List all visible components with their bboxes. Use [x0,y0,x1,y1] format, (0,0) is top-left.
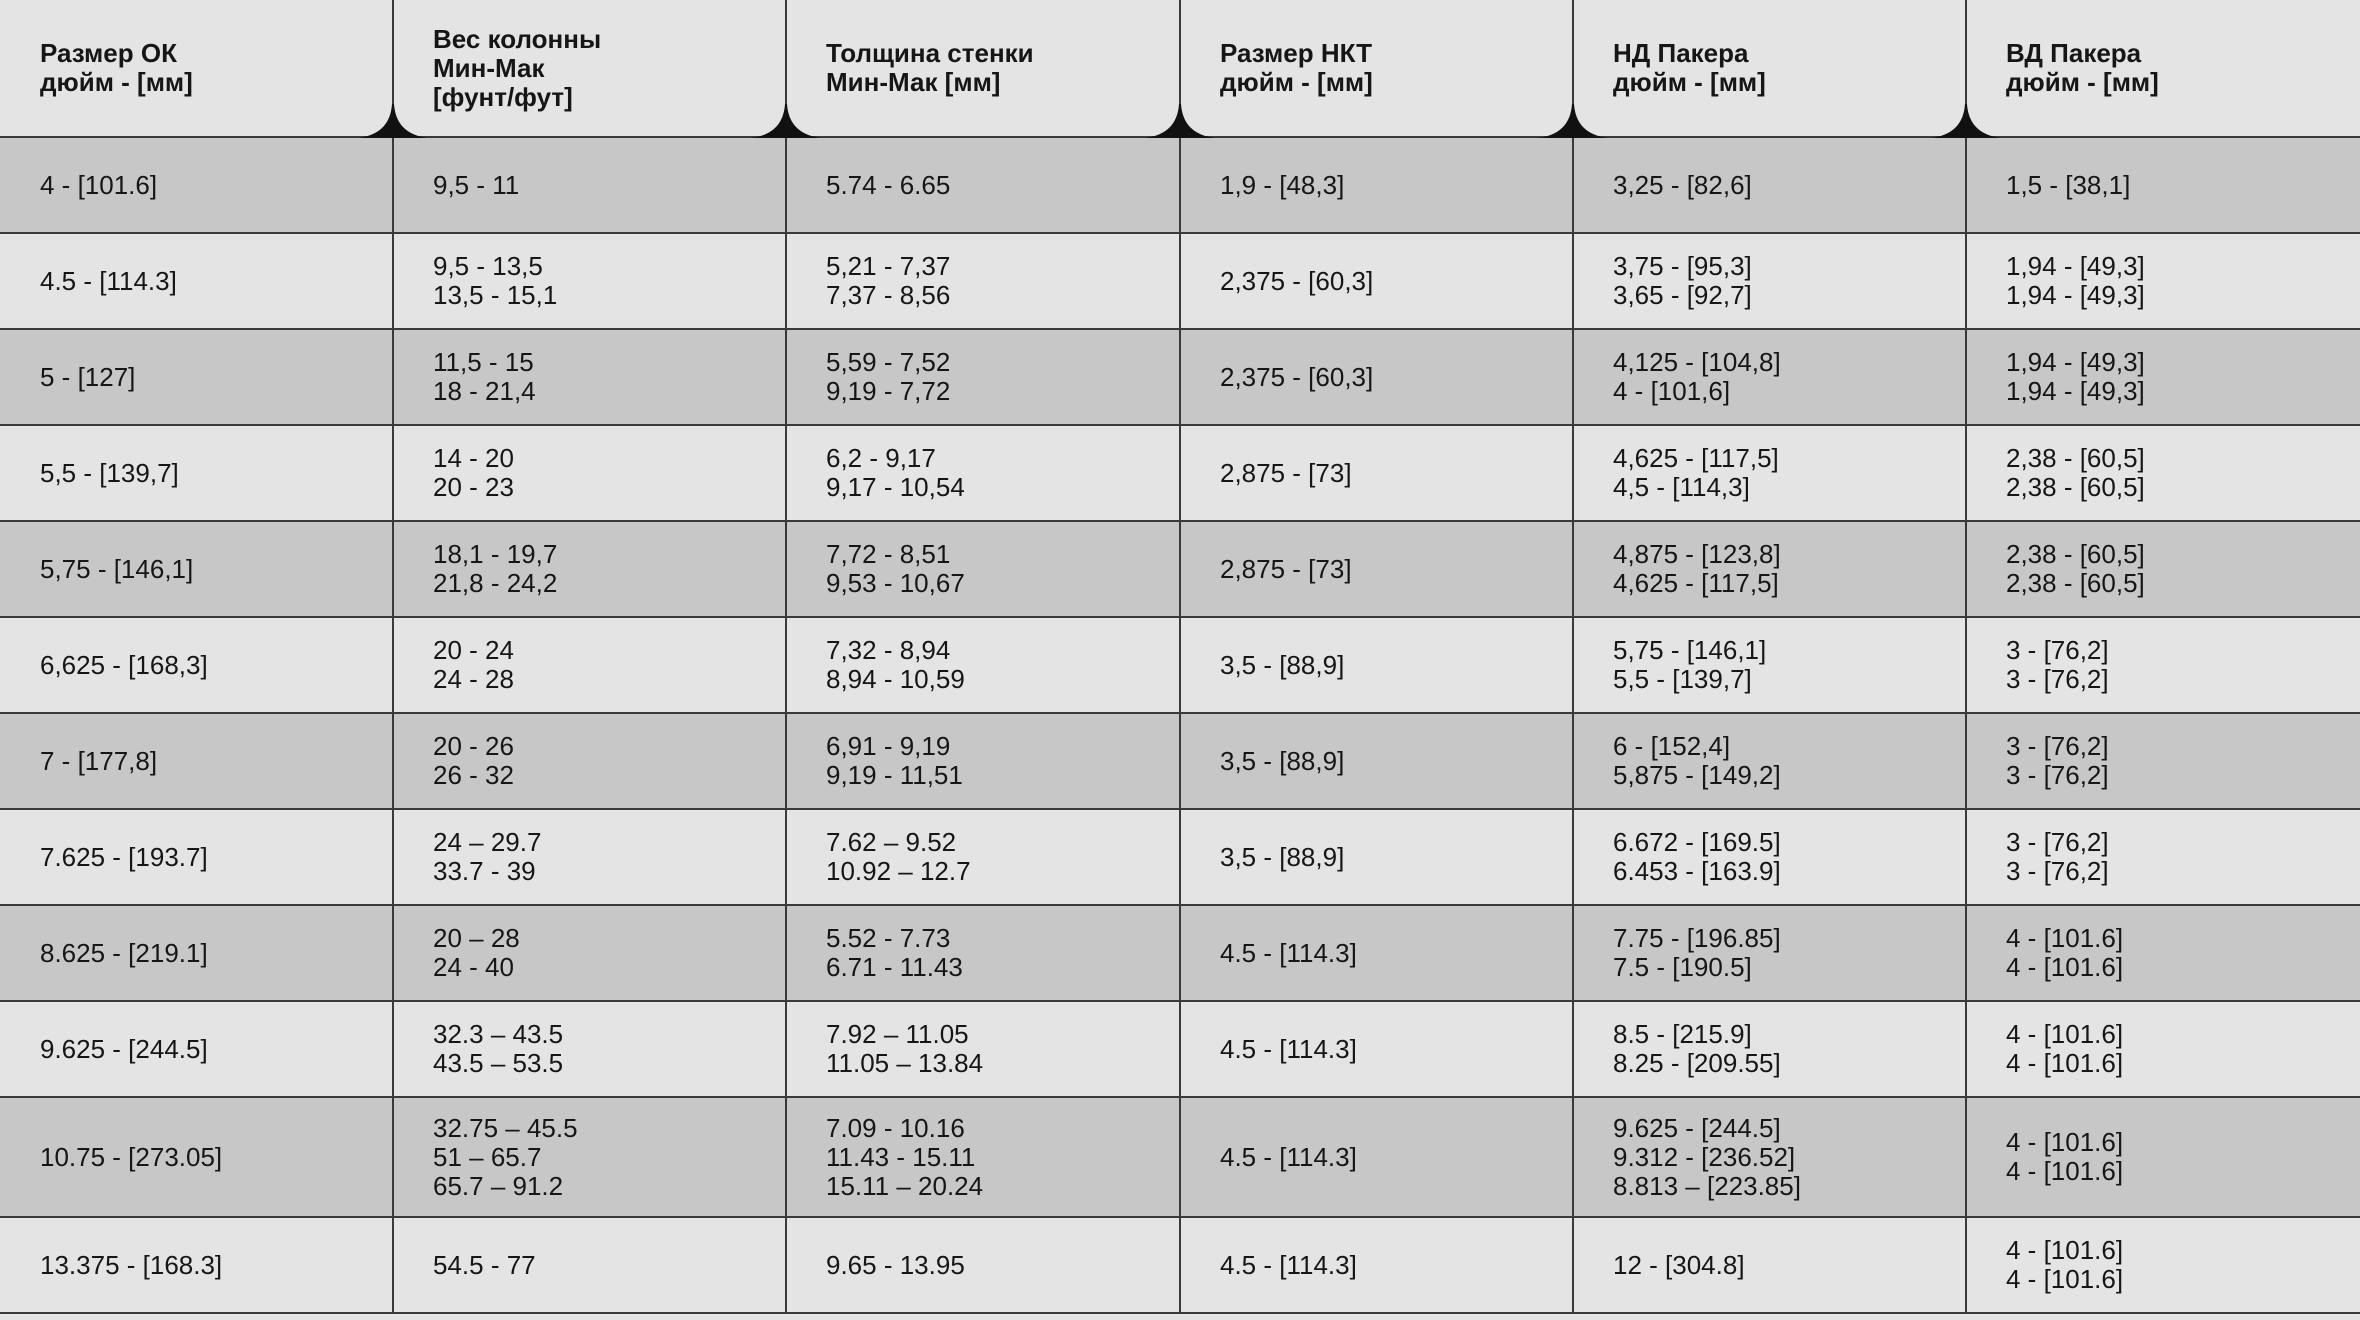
column-divider [1179,138,1181,232]
cell-tubing-size: 1,9 - [48,3] [1220,169,1345,200]
cell-packer-od: 3,75 - [95,3] 3,65 - [92,7] [1613,251,1752,310]
table-row [0,618,2360,714]
table-header [0,0,2360,138]
column-divider [392,234,394,328]
cell-casing-size: 4 - [101.6] [40,169,158,200]
cell-casing-size: 10.75 - [273.05] [40,1141,223,1172]
column-divider [785,714,787,808]
column-divider [1572,714,1574,808]
cell-tubing-size: 2,375 - [60,3] [1220,265,1374,296]
column-divider [1179,234,1181,328]
column-divider [785,1002,787,1096]
cell-string-weight: 20 - 26 26 - 32 [433,731,514,790]
column-divider [1179,810,1181,904]
column-divider [1965,714,1967,808]
cell-packer-id: 4 - [101.6] 4 - [101.6] [2006,1019,2124,1078]
cell-casing-size: 8.625 - [219.1] [40,937,208,968]
cell-wall-thickness: 5.52 - 7.73 6.71 - 11.43 [826,923,963,982]
cell-casing-size: 5,75 - [146,1] [40,553,194,584]
table-row [0,1218,2360,1314]
cell-string-weight: 11,5 - 15 18 - 21,4 [433,347,536,406]
cell-casing-size: 4.5 - [114.3] [40,265,177,296]
column-divider [1572,810,1574,904]
column-divider [785,522,787,616]
column-divider [1572,522,1574,616]
column-divider [1572,906,1574,1000]
column-divider [1965,138,1967,232]
header-notch-ornament [1931,104,2001,138]
cell-tubing-size: 4.5 - [114.3] [1220,937,1357,968]
column-divider [1965,906,1967,1000]
cell-casing-size: 6,625 - [168,3] [40,649,208,680]
column-divider [785,1098,787,1216]
column-divider [392,714,394,808]
cell-tubing-size: 2,875 - [73] [1220,553,1352,584]
cell-casing-size: 7 - [177,8] [40,745,158,776]
cell-packer-id: 2,38 - [60,5] 2,38 - [60,5] [2006,443,2145,502]
cell-casing-size: 5,5 - [139,7] [40,457,179,488]
column-divider [1572,138,1574,232]
column-divider [785,426,787,520]
cell-wall-thickness: 5,21 - 7,37 7,37 - 8,56 [826,251,951,310]
column-divider [785,906,787,1000]
column-divider [1965,810,1967,904]
cell-packer-od: 12 - [304.8] [1613,1249,1745,1280]
cell-casing-size: 9.625 - [244.5] [40,1033,208,1064]
table-row [0,810,2360,906]
cell-packer-id: 1,94 - [49,3] 1,94 - [49,3] [2006,347,2145,406]
cell-packer-id: 3 - [76,2] 3 - [76,2] [2006,635,2109,694]
cell-tubing-size: 4.5 - [114.3] [1220,1141,1357,1172]
column-divider [1965,330,1967,424]
cell-packer-od: 6.672 - [169.5] 6.453 - [163.9] [1613,827,1781,886]
header-string-weight: Вес колонны Мин-Мак [фунт/фут] [433,23,602,112]
column-divider [1179,1002,1181,1096]
cell-packer-id: 4 - [101.6] 4 - [101.6] [2006,923,2124,982]
column-divider [1572,330,1574,424]
cell-wall-thickness: 5.74 - 6.65 [826,169,951,200]
header-casing-size: Размер ОК дюйм - [мм] [40,38,193,97]
cell-string-weight: 9,5 - 11 [433,169,520,200]
table-row [0,522,2360,618]
cell-wall-thickness: 7,32 - 8,94 8,94 - 10,59 [826,635,965,694]
cell-packer-od: 5,75 - [146,1] 5,5 - [139,7] [1613,635,1767,694]
column-divider [392,138,394,232]
column-divider [1572,1002,1574,1096]
cell-packer-id: 2,38 - [60,5] 2,38 - [60,5] [2006,539,2145,598]
column-divider [392,1218,394,1312]
cell-tubing-size: 2,875 - [73] [1220,457,1352,488]
cell-string-weight: 20 - 24 24 - 28 [433,635,514,694]
column-divider [392,810,394,904]
column-divider [1179,426,1181,520]
cell-tubing-size: 3,5 - [88,9] [1220,841,1345,872]
header-notch-ornament [1145,104,1215,138]
cell-string-weight: 14 - 20 20 - 23 [433,443,514,502]
cell-string-weight: 9,5 - 13,5 13,5 - 15,1 [433,251,558,310]
column-divider [785,618,787,712]
column-divider [1179,1218,1181,1312]
column-divider [785,234,787,328]
column-divider [1965,618,1967,712]
cell-wall-thickness: 6,91 - 9,19 9,19 - 11,51 [826,731,963,790]
cell-tubing-size: 4.5 - [114.3] [1220,1249,1357,1280]
column-divider [1572,1218,1574,1312]
column-divider [392,618,394,712]
cell-tubing-size: 2,375 - [60,3] [1220,361,1374,392]
column-divider [1572,618,1574,712]
table-row [0,906,2360,1002]
column-divider [392,426,394,520]
column-divider [392,522,394,616]
header-tubing-size: Размер НКТ дюйм - [мм] [1220,38,1373,97]
cell-packer-od: 9.625 - [244.5] 9.312 - [236.52] 8.813 – [223.85] [1613,1112,1801,1201]
cell-string-weight: 32.3 – 43.5 43.5 – 53.5 [433,1019,564,1078]
table-row [0,330,2360,426]
table-row [0,234,2360,330]
cell-packer-od: 7.75 - [196.85] 7.5 - [190.5] [1613,923,1781,982]
column-divider [1572,426,1574,520]
cell-packer-id: 1,5 - [38,1] [2006,169,2131,200]
cell-packer-od: 4,875 - [123,8] 4,625 - [117,5] [1613,539,1781,598]
column-divider [1179,1098,1181,1216]
column-divider [392,906,394,1000]
cell-string-weight: 32.75 – 45.5 51 – 65.7 65.7 – 91.2 [433,1112,578,1201]
header-packer-id: ВД Пакера дюйм - [мм] [2006,38,2159,97]
cell-packer-id: 4 - [101.6] 4 - [101.6] [2006,1127,2124,1186]
header-packer-od: НД Пакера дюйм - [мм] [1613,38,1766,97]
column-divider [1965,234,1967,328]
column-divider [1572,234,1574,328]
column-divider [1179,522,1181,616]
cell-casing-size: 5 - [127] [40,361,136,392]
cell-tubing-size: 3,5 - [88,9] [1220,649,1345,680]
cell-casing-size: 13.375 - [168.3] [40,1249,223,1280]
header-notch-ornament [1538,104,1608,138]
header-notch-ornament [358,104,428,138]
column-divider [392,1098,394,1216]
cell-tubing-size: 3,5 - [88,9] [1220,745,1345,776]
table-row [0,714,2360,810]
cell-wall-thickness: 7.09 - 10.16 11.43 - 15.11 15.11 – 20.24 [826,1112,984,1201]
cell-packer-od: 8.5 - [215.9] 8.25 - [209.55] [1613,1019,1781,1078]
column-divider [1179,330,1181,424]
cell-packer-id: 3 - [76,2] 3 - [76,2] [2006,731,2109,790]
column-divider [1965,1002,1967,1096]
cell-string-weight: 20 – 28 24 - 40 [433,923,520,982]
cell-casing-size: 7.625 - [193.7] [40,841,208,872]
column-divider [1179,906,1181,1000]
cell-wall-thickness: 7.92 – 11.05 11.05 – 13.84 [826,1019,984,1078]
cell-packer-id: 4 - [101.6] 4 - [101.6] [2006,1235,2124,1294]
column-divider [392,330,394,424]
header-wall-thickness: Толщина стенки Мин-Мак [мм] [826,38,1034,97]
column-divider [1179,618,1181,712]
cell-tubing-size: 4.5 - [114.3] [1220,1033,1357,1064]
column-divider [1965,426,1967,520]
cell-wall-thickness: 7.62 – 9.52 10.92 – 12.7 [826,827,971,886]
column-divider [785,138,787,232]
cell-packer-id: 1,94 - [49,3] 1,94 - [49,3] [2006,251,2145,310]
column-divider [785,810,787,904]
cell-wall-thickness: 7,72 - 8,51 9,53 - 10,67 [826,539,965,598]
cell-packer-od: 3,25 - [82,6] [1613,169,1752,200]
column-divider [1965,1218,1967,1312]
cell-packer-od: 4,125 - [104,8] 4 - [101,6] [1613,347,1781,406]
cell-packer-od: 6 - [152,4] 5,875 - [149,2] [1613,731,1781,790]
table-row [0,1098,2360,1218]
table-row [0,1002,2360,1098]
cell-packer-id: 3 - [76,2] 3 - [76,2] [2006,827,2109,886]
column-divider [785,330,787,424]
column-divider [1965,522,1967,616]
column-divider [1965,1098,1967,1216]
column-divider [785,1218,787,1312]
table-row [0,426,2360,522]
cell-string-weight: 54.5 - 77 [433,1249,536,1280]
cell-wall-thickness: 5,59 - 7,52 9,19 - 7,72 [826,347,951,406]
table-row [0,138,2360,234]
cell-string-weight: 18,1 - 19,7 21,8 - 24,2 [433,539,558,598]
header-notch-ornament [751,104,821,138]
column-divider [392,1002,394,1096]
cell-string-weight: 24 – 29.7 33.7 - 39 [433,827,542,886]
cell-wall-thickness: 9.65 - 13.95 [826,1249,965,1280]
column-divider [1572,1098,1574,1216]
column-divider [1179,714,1181,808]
cell-packer-od: 4,625 - [117,5] 4,5 - [114,3] [1613,443,1779,502]
cell-wall-thickness: 6,2 - 9,17 9,17 - 10,54 [826,443,965,502]
